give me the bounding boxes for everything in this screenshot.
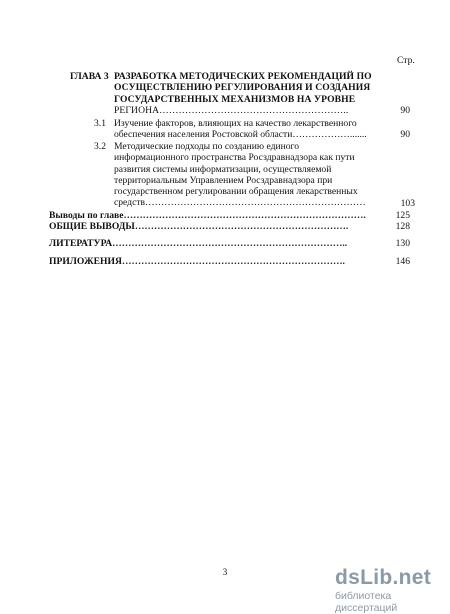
site-logo[interactable] — [335, 567, 450, 614]
chapter-page: 90 — [400, 105, 410, 116]
page-number: 3 — [222, 567, 228, 577]
chapter-title-line: ОСУЩЕСТВЛЕНИЮ РЕГУЛИРОВАНИЯ И СОЗДАНИЯ — [114, 82, 371, 94]
logo-tagline: библиотека диссертаций — [335, 590, 398, 614]
section-title-line: средств…………………………………………………………… — [114, 197, 366, 209]
page-column-header: Стр. — [397, 55, 415, 66]
chapter-number: ГЛАВА 3 — [70, 71, 109, 82]
section-page: 103 — [400, 198, 415, 209]
section-title-line: обеспечения населения Ростовской области………………....... — [114, 129, 367, 141]
toc-entry-label: ЛИТЕРАТУРА……………………………………………………………….. — [49, 238, 348, 249]
toc-entry-page: 125 — [395, 210, 410, 221]
section-title-line: Методические подходы по созданию единого — [114, 141, 300, 152]
section-title — [114, 118, 390, 141]
section-title-line: Изучение факторов, влияющих на качество лекарственного — [114, 118, 357, 129]
section-page: 90 — [400, 129, 410, 140]
chapter-title-line: РАЗРАБОТКА МЕТОДИЧЕСКИХ РЕКОМЕНДАЦИЙ ПО — [114, 71, 372, 82]
chapter-title-line: ГОСУДАРСТВЕННЫХ МЕХАНИЗМОВ НА УРОВНЕ — [114, 93, 356, 105]
toc-entry-label: Выводы по главе…………………………………………………………………. — [49, 210, 366, 221]
section-title — [114, 141, 390, 209]
section-title-line: государственном регулировании обращения лекарственных — [114, 186, 358, 198]
section-title-line: развития системы информатизации, осуществляемой — [114, 163, 332, 175]
section-title-line: информационного пространства Росздравнадзора как пути — [114, 152, 355, 164]
toc-entry-page: 128 — [395, 221, 410, 232]
logo-text: dsLib.net — [335, 566, 432, 589]
toc-entry-page: 130 — [395, 238, 410, 249]
chapter-title — [114, 71, 391, 116]
chapter-title-line: РЕГИОНА………………………………………………….. — [114, 104, 349, 116]
toc-entry-label: ОБЩИЕ ВЫВОДЫ…………………………………………………………. — [49, 221, 349, 232]
section-title-line: территориальным Управлением Росздравнадзора при — [114, 174, 333, 186]
section-number: 3.1 — [94, 118, 106, 129]
toc-entry-label: ПРИЛОЖЕНИЯ……………………………………………………………. — [49, 256, 345, 267]
toc-entry-page: 146 — [395, 256, 410, 267]
section-number: 3.2 — [94, 141, 106, 152]
